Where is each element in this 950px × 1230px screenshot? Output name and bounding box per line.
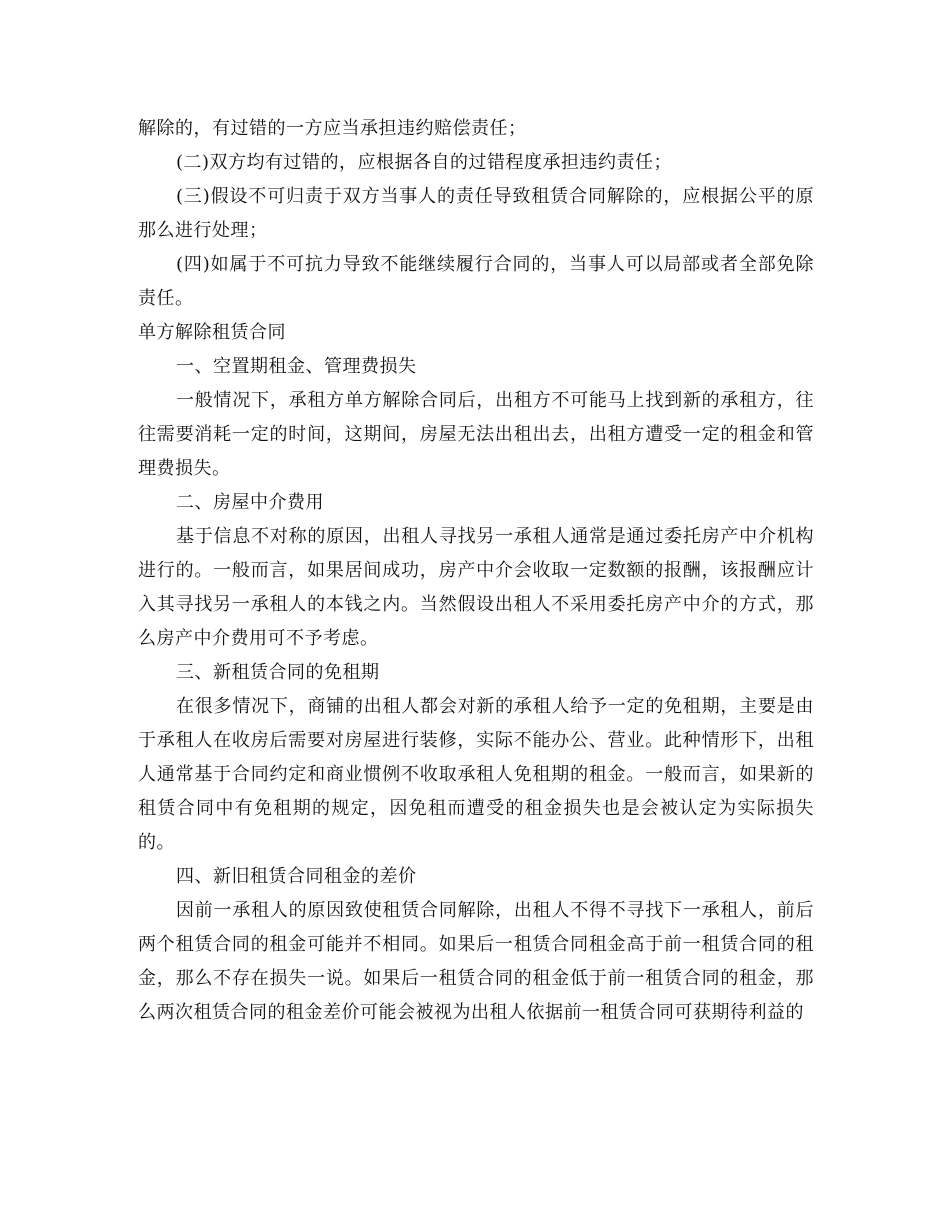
document-body	[138, 112, 814, 1030]
subheading-rent-free-period: 三、新租赁合同的免租期	[176, 662, 380, 683]
paragraph-clause-three: (三)假设不可归责于双方当事人的责任导致租赁合同解除的，应根据公平的原那么进行处理；	[138, 186, 814, 241]
paragraph-rent-difference: 因前一承租人的原因致使租赁合同解除，出租人不得不寻找下一承租人，前后两个租赁合同的租金可能并不相同。如果后一租赁合同租金高于前一租赁合同的租金，那么不存在损失一说。如果后一租赁合同的租金低于前一租赁合同的租金，那么两次租赁合同的租金差价可能会被视为出租人依据前一租赁合同可获期待利益的	[138, 900, 814, 1023]
subheading-agency-fee: 二、房屋中介费用	[176, 492, 324, 513]
paragraph-liability-continuation: 解除的，有过错的一方应当承担违约赔偿责任；	[138, 118, 527, 139]
paragraph-clause-four: (四)如属于不可抗力导致不能继续履行合同的，当事人可以局部或者全部免除责任。	[138, 254, 814, 309]
paragraph-clause-two: (二)双方均有过错的，应根据各自的过错程度承担违约责任；	[176, 152, 673, 173]
subheading-vacancy-loss: 一、空置期租金、管理费损失	[176, 356, 417, 377]
paragraph-vacancy-loss: 一般情况下，承租方单方解除合同后，出租方不可能马上找到新的承租方，往往需要消耗一定的时间，这期间，房屋无法出租出去，出租方遭受一定的租金和管理费损失。	[138, 390, 814, 479]
section-heading-unilateral-termination: 单方解除租赁合同	[138, 322, 286, 343]
paragraph-agency-fee: 基于信息不对称的原因，出租人寻找另一承租人通常是通过委托房产中介机构进行的。一般而言，如果居间成功，房产中介会收取一定数额的报酬，该报酬应计入其寻找另一承租人的本钱之内。当然假设出租人不采用委托房产中介的方式，那么房产中介费用可不予考虑。	[138, 526, 814, 649]
paragraph-rent-free-period: 在很多情况下，商铺的出租人都会对新的承租人给予一定的免租期，主要是由于承租人在收房后需要对房屋进行装修，实际不能办公、营业。此种情形下，出租人通常基于合同约定和商业惯例不收取承租人免租期的租金。一般而言，如果新的租赁合同中有免租期的规定，因免租而遭受的租金损失也是会被认定为实际损失的。	[138, 696, 814, 853]
subheading-rent-difference: 四、新旧租赁合同租金的差价	[176, 866, 417, 887]
